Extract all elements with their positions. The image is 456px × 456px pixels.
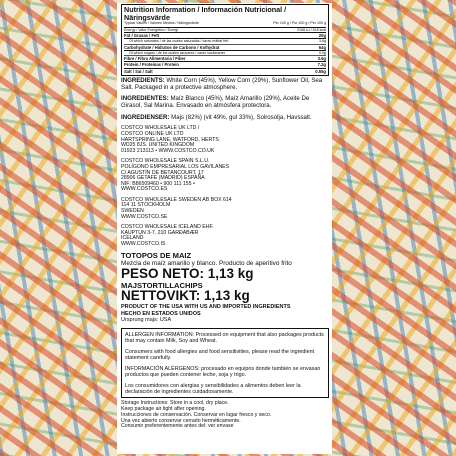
product-name-sv: MAJSTORTILLACHIPS: [121, 280, 203, 290]
origin-sv: Ursprung majs: USA: [121, 317, 172, 324]
ingredients-text: Maíz Blanco (45%), Maíz Amarillo (29%), Aceite De Girasol, Sal Marina. Envasado en atmósfera protectora.: [121, 95, 310, 109]
nutrition-value: 0.55g: [315, 68, 326, 74]
allergen-box: [121, 328, 329, 398]
product-name-es: TOTOPOS DE MAIZ: [121, 250, 192, 260]
address-line: ICELAND: [121, 235, 144, 242]
nutrition-value: 3.6g: [317, 56, 326, 62]
address-line: COSTCO ONLINE UK LTD: [121, 130, 184, 137]
nutrition-label: Of which saturates / de las cuales saturadas / varav mättat fett: [129, 39, 229, 44]
storage-instructions: [121, 401, 329, 430]
nutrition-header-left: Typical Values / Valores Medios / Näringsvärde: [124, 21, 199, 26]
address-se: [121, 198, 329, 220]
net-weight-es: PESO NETO: 1,13 kg: [121, 265, 254, 281]
nutrition-label: Protein / Proteínas / Protein: [124, 62, 179, 68]
address-line: POLÍGONO EMPRESARIAL LOS GAVILANES: [121, 163, 230, 170]
ingredients-label: INGREDIENTS:: [121, 76, 165, 84]
nutrition-value: 3.6g: [319, 39, 326, 44]
ingredients-sv: [121, 115, 329, 122]
nutrition-title: [124, 6, 326, 21]
address-line: COSTCO WHOLESALE SWEDEN AB BOX 614: [121, 196, 232, 203]
address-line: COSTCO WHOLESALE SPAIN S.L.U.: [121, 158, 210, 165]
storage-line: Consumir preferentemente antes del: ver envase: [121, 423, 234, 430]
address-line: KAUPTUN 3-7, 210 GARÐABÆR: [121, 229, 199, 236]
origin-es: HECHO EN ESTADOS UNIDOS: [121, 310, 201, 317]
product-label: [117, 3, 332, 454]
address-line: C/ AGUSTÍN DE BETANCOURT, 17: [121, 169, 204, 176]
product-description-es: Mezcla de maíz amarillo y blanco. Producto de aperitivo frito: [121, 259, 292, 267]
allergen-es-note: Los consumidores con alergias y sensibilidades a alimentos deben leer la declaración de ingredientes cuidadosamente.: [125, 383, 301, 396]
nutrition-value: 0.5g: [319, 50, 326, 55]
ingredients-text: Majs (82%) (vit 49%, gul 33%), Solrosolja, Havssalt.: [169, 113, 312, 121]
address-line: HARTSPRING LANE, WATFORD, HERTS: [121, 136, 219, 143]
address-uk: [121, 126, 329, 154]
address-line: 28906 GETAFE (MADRID) ESPAÑA: [121, 175, 205, 182]
allergen-es: INFORMACIÓN ALÉRGENOS: procesado en equipos donde también se envasan productos que pueden contener leche, soja y trigo.: [125, 366, 321, 379]
nutrition-value: 2168 kJ / 518 kcal: [297, 27, 326, 32]
allergen-en-note: Consumers with food allergies and food sensitivities, please read the ingredient statement carefully.: [125, 349, 315, 362]
address-line: WD25 8JS. UNITED KINGDOM: [121, 142, 195, 149]
origin-en: PRODUCT OF THE USA WITH US AND IMPORTED INGREDIENTS: [121, 303, 291, 310]
nutrition-label: Carbohydrate / Hidratos de Carbono / Kolhydrat: [124, 44, 220, 50]
address-line: 114 11 STOCKHOLM: [121, 202, 171, 209]
ingredients-label: INGREDIENSER:: [121, 113, 170, 121]
ingredients-label: INGREDIENTES:: [121, 95, 169, 103]
address-es: [121, 159, 329, 193]
nutrition-title-line: Näringsvärde: [124, 12, 170, 22]
address-line: WWW.COSTCO.ES: [121, 186, 168, 193]
ingredients-es: [121, 96, 329, 109]
nutrition-value: 25g: [318, 33, 326, 38]
storage-line: Storage Instructions: Store in a cool, dry place.: [121, 400, 229, 407]
nutrition-value: 64g: [318, 44, 326, 50]
nutrition-label: Energy / Valor Energético / Energi: [124, 27, 179, 32]
allergen-en: ALLERGEN INFORMATION: Processed on equipment that also packages products that may contain Milk, Soy and Wheat.: [125, 332, 324, 345]
nutrition-label: Fat / Grasas / Fett: [124, 33, 160, 38]
ingredients-text: White Corn (45%), Yellow Corn (29%), Sunflower Oil, Sea Salt. Packaged in a protective atmosphere.: [121, 76, 323, 91]
nutrition-value: 7.2g: [317, 62, 326, 68]
nutrition-title-line: Nutrition Information / Información Nutricional /: [124, 5, 287, 14]
address-line: SWEDEN: [121, 208, 144, 215]
address-line: WWW.COSTCO.SE: [121, 213, 168, 220]
address-line: NIF: B86509460 • 900 111 155 •: [121, 180, 195, 187]
address-line: COSTCO WHOLESALE UK LTD /: [121, 125, 200, 132]
address-line: WWW.COSTCO.IS: [121, 241, 166, 248]
net-weight-sv: NETTOVIKT: 1,13 kg: [121, 287, 250, 303]
nutrition-header-right: Per 100 g / Por 100 g / Per 100 g: [273, 21, 326, 26]
storage-line: Keep package air tight after opening.: [121, 406, 206, 413]
storage-line: Instrucciones de conservación. Conservar en lugar fresco y seco.: [121, 411, 272, 418]
nutrition-label: Of which sugars / de los cuales azúcares / varav sockerarter: [129, 50, 226, 55]
ingredients-en: [121, 78, 329, 91]
nutrition-table: [121, 4, 329, 76]
storage-line: Una vez abierto conservar cerrado herméticamente.: [121, 417, 241, 424]
nutrition-row: [124, 69, 326, 74]
address-line: 01923 213113 • WWW.COSTCO.CO.UK: [121, 147, 215, 154]
nutrition-label: Fibre / Fibra Alimentaria / Fiber: [124, 56, 186, 62]
address-line: COSTCO WHOLESALE ICELAND EHF.: [121, 224, 214, 231]
address-is: [121, 225, 329, 247]
nutrition-label: Salt / Sal / Salt: [124, 68, 153, 74]
